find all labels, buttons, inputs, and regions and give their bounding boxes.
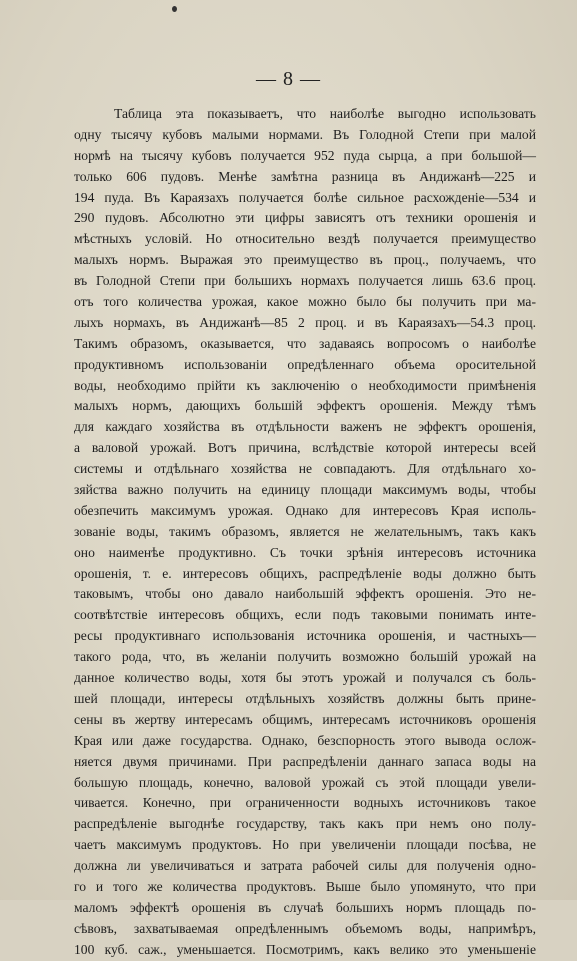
text-line: го и того же количества продуктовъ. Выше было упомянуто, что при [74, 878, 536, 894]
text-line: соотвѣтствіе интересовъ общихъ, если подъ таковыми понимать инте- [74, 607, 536, 623]
text-line: только 606 пудовъ. Менѣе замѣтна разница въ Андижанѣ—225 и [74, 168, 536, 184]
text-line: мѣстныхъ условій. Но относительно вездѣ получается преимущество [74, 231, 536, 247]
text-line: няется двумя причинами. При распредѣленіи даннаго запаса воды на [74, 753, 536, 769]
text-line: Такимъ образомъ, оказывается, что задаваясь вопросомъ о наиболѣе [74, 335, 536, 351]
text-line: зяйства важно получить на единицу площади максимумъ воды, чтобы [74, 482, 536, 498]
text-line: 100 куб. саж., уменьшается. Посмотримъ, какъ велико это уменьшеніе [74, 941, 536, 957]
text-line: маломъ эффектѣ орошенія въ случаѣ большихъ нормъ площадь по- [74, 899, 536, 915]
text-line: чивается. Конечно, при ограниченности водныхъ источниковъ такое [74, 795, 536, 811]
text-line: 290 пудовъ. Абсолютно эти цифры зависятъ отъ техники орошенія и [74, 210, 536, 226]
text-line: малыхъ нормъ, дающихъ большій эффектъ орошенія. Между тѣмъ [74, 398, 536, 414]
text-line: 194 пуда. Въ Караязахъ получается болѣе сильное расхожденіе—534 и [74, 189, 536, 205]
text-line: одну тысячу кубовъ малыми нормами. Въ Голодной Степи при малой [74, 126, 536, 142]
text-line: Таблица эта показываетъ, что наиболѣе выгодно использовать [114, 106, 536, 121]
text-line: системы и отдѣльнаго хозяйства не совпадаютъ. Для отдѣльнаго хо- [74, 461, 536, 477]
ink-speck [172, 6, 177, 12]
text-line: такого рода, что, въ желаніи получить возможно большій урожай на [74, 649, 536, 665]
text-line: продуктивномъ использованіи опредѣленнаго объема оросительной [74, 356, 536, 372]
text-line: а валовой урожай. Вотъ причина, вслѣдствіе которой интересы всей [74, 440, 536, 456]
text-line: Края или даже государства. Однако, безспорность этого вывода ослож- [74, 732, 536, 748]
text-line: обезпечить максимумъ урожая. Однако для интересовъ Края исполь- [74, 502, 536, 518]
text-line: орошенія, т. е. интересовъ общихъ, распредѣленіе воды должно быть [74, 565, 536, 581]
text-line: большую площадь, конечно, валовой урожай съ этой площади увели- [74, 774, 536, 790]
text-line: сены въ жертву интересамъ общимъ, интересамъ источниковъ орошенія [74, 711, 536, 727]
text-line: нормѣ на тысячу кубовъ получается 952 пуда сырца, а при большой— [74, 147, 536, 163]
text-line: распредѣленіе выгоднѣе государству, такъ какъ при немъ оно полу- [74, 816, 536, 832]
text-line: таковымъ, чтобы оно давало наибольшій эффектъ орошенія. Это не- [74, 586, 536, 602]
text-line: должна ли увеличиваться и затрата рабочей силы для полученія одно- [74, 858, 536, 874]
page-number: — 8 — [256, 68, 321, 90]
text-line: чаетъ максимумъ продуктовъ. Но при увеличеніи площади посѣва, не [74, 837, 536, 853]
text-line: для каждаго хозяйства въ отдѣльности важенъ не эффектъ орошенія, [74, 419, 536, 435]
text-line: зованіе воды, такимъ образомъ, является не желательнымъ, такъ какъ [74, 523, 536, 539]
text-line: ресы продуктивнаго использованія источника орошенія, и частныхъ— [74, 628, 536, 644]
text-line: въ Голодной Степи при большихъ нормахъ получается лишь 63.6 проц. [74, 273, 536, 289]
text-line: лыхъ нормахъ, въ Андижанѣ—85 2 проц. и въ Караязахъ—54.3 проц. [74, 314, 536, 330]
text-line: шей площади, интересы отдѣльныхъ хозяйствъ должны быть прине- [74, 690, 536, 706]
text-line: воды, необходимо прійти къ заключенію о необходимости примѣненія [74, 377, 536, 393]
text-line: малыхъ нормъ. Выражая это преимущество въ проц., получаемъ, что [74, 252, 536, 268]
text-line: оно наименѣе продуктивно. Съ точки зрѣнія интересовъ источника [74, 544, 536, 560]
text-line: сѣвовъ, захватываемая опредѣленнымъ объемомъ воды, напримѣръ, [74, 920, 536, 936]
text-line: отъ того количества урожая, какое можно было бы получить при ма- [74, 294, 536, 310]
body-text [74, 104, 536, 961]
text-line: данное количество воды, хотя бы этотъ урожай и получался съ боль- [74, 670, 536, 686]
